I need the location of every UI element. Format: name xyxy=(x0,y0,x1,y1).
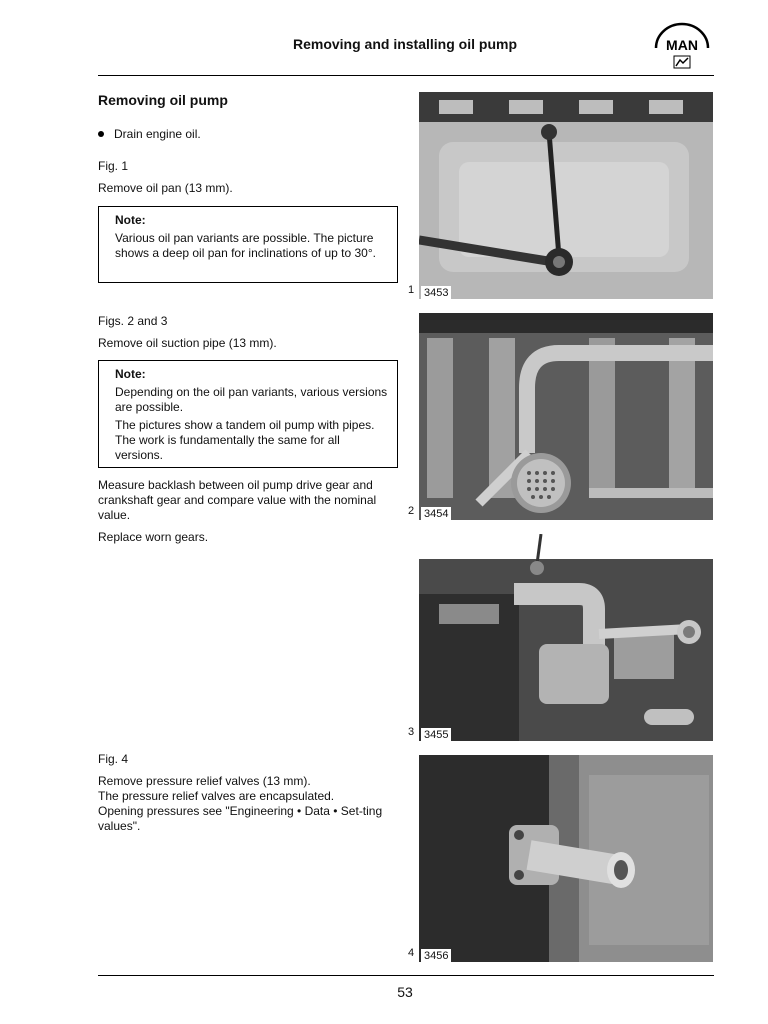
figs23-instruction: Remove oil suction pipe (13 mm). xyxy=(98,336,277,350)
figure-4-number: 4 xyxy=(408,947,415,959)
note-box-2 xyxy=(98,360,398,468)
page-header-title: Removing and installing oil pump xyxy=(292,36,517,52)
figure-2-number: 2 xyxy=(408,505,415,517)
figure-1-number: 1 xyxy=(408,284,415,296)
bullet-item xyxy=(98,127,201,141)
figure-3-photo xyxy=(419,534,713,741)
figure-4-photo xyxy=(419,755,713,962)
note-title: Note: xyxy=(115,213,146,227)
bullet-text: Drain engine oil. xyxy=(114,127,201,141)
fig1-instruction: Remove oil pan (13 mm). xyxy=(98,181,233,195)
footer-divider xyxy=(98,975,714,976)
fig4-instruction-3: Opening pressures see "Engineering • Data • Set-ting values". xyxy=(98,804,383,833)
note-text: Various oil pan variants are possible. The picture shows a deep oil pan for inclinations of up to 30°. xyxy=(115,231,376,260)
replace-instruction: Replace worn gears. xyxy=(98,530,209,544)
fig4-reference: Fig. 4 xyxy=(98,752,129,766)
svg-text:MAN: MAN xyxy=(666,37,698,53)
bullet-dot-icon xyxy=(98,131,104,137)
header-divider xyxy=(98,75,714,76)
figure-1-code: 3453 xyxy=(421,286,451,300)
fig4-instruction-1: Remove pressure relief valves (13 mm). xyxy=(98,774,311,788)
man-logo xyxy=(650,20,714,74)
figure-4-code: 3456 xyxy=(421,949,451,963)
figure-1-photo xyxy=(419,92,713,299)
figs23-reference: Figs. 2 and 3 xyxy=(98,314,168,328)
fig4-instruction-2: The pressure relief valves are encapsulated. xyxy=(98,789,335,803)
figure-3-code: 3455 xyxy=(421,728,451,742)
figure-3-number: 3 xyxy=(408,726,415,738)
figure-2-photo xyxy=(419,313,713,520)
backlash-instruction: Measure backlash between oil pump drive gear and crankshaft gear and compare value with the nominal value. xyxy=(98,478,377,522)
note-title: Note: xyxy=(115,367,146,381)
section-heading: Removing oil pump xyxy=(98,92,228,108)
note-text: The pictures show a tandem oil pump with pipes. The work is fundamentally the same for all versions. xyxy=(115,418,375,462)
note-box-1 xyxy=(98,206,398,283)
fig1-reference: Fig. 1 xyxy=(98,159,129,173)
figure-2-code: 3454 xyxy=(421,507,451,521)
page-number: 53 xyxy=(397,984,413,1000)
note-text: Depending on the oil pan variants, various versions are possible. xyxy=(115,385,388,414)
